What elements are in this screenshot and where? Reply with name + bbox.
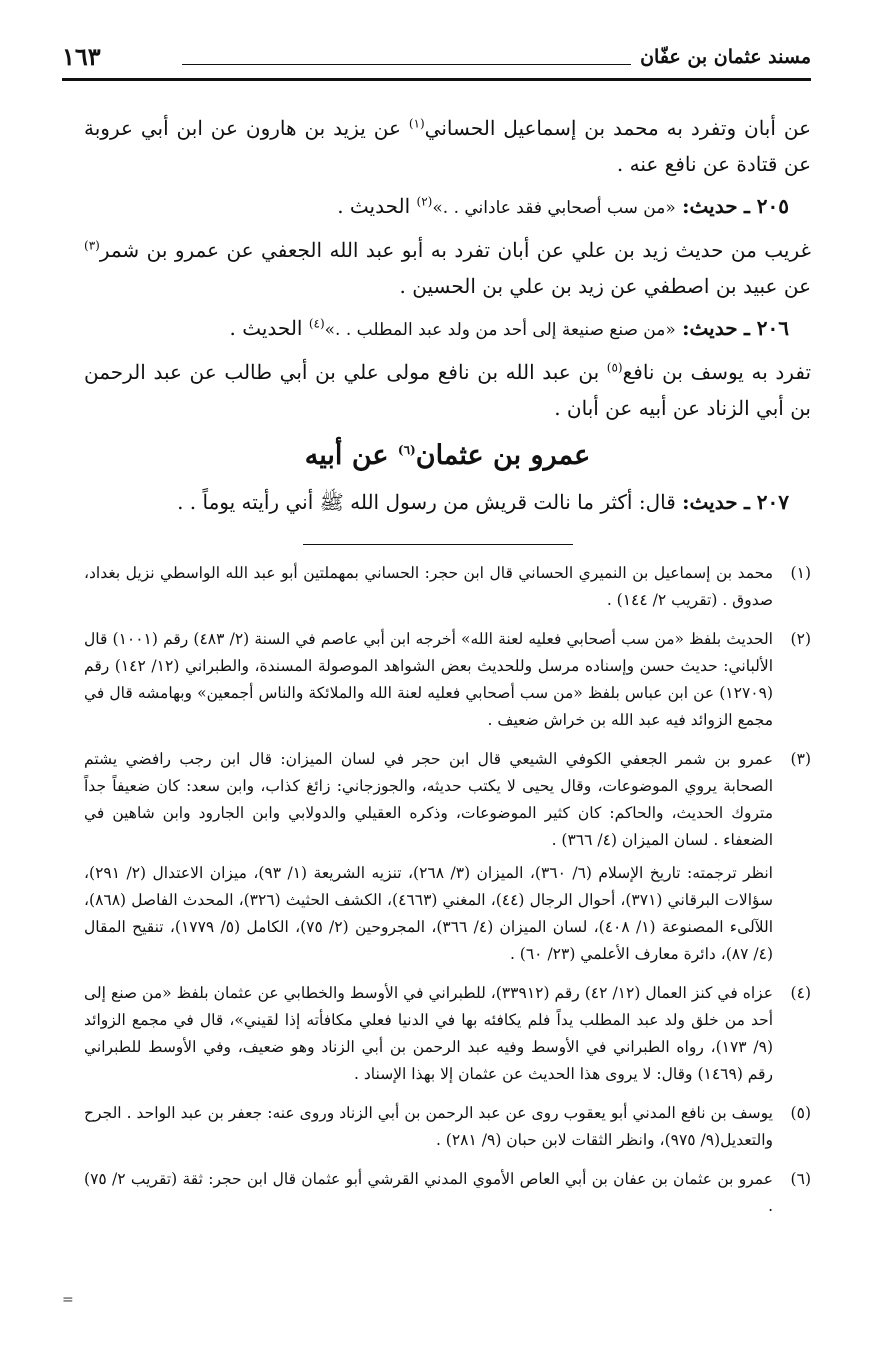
footnote-number: (٥) (790, 1104, 811, 1122)
footnote-body (84, 626, 773, 740)
footnote-body (84, 560, 773, 620)
paragraph-text: تفرد به يوسف بن نافع (622, 360, 812, 384)
footnote-ref[interactable]: (٦) (397, 443, 416, 457)
hadith-205 (84, 188, 811, 226)
footnote (84, 1166, 811, 1226)
section-heading (84, 438, 811, 474)
paragraph-text: غريب من حديث زيد بن علي عن أبان تفرد به أبو عبد الله الجعفي عن عمرو بن شمر (99, 238, 811, 262)
footnote-ref[interactable]: (١) (408, 116, 425, 131)
running-title: مسند عثمان بن عفّان (640, 46, 811, 68)
footnote-body (84, 1100, 773, 1160)
hadith-number: ٢٠٦ ـ (743, 316, 789, 340)
hadith-label: حديث: (682, 316, 738, 340)
footnote-ref[interactable]: (٥) (606, 360, 623, 375)
hadith-text: قال: أكثر ما نالت قريش من رسول الله ﷺ أني رأيته يوماً . . (177, 490, 676, 514)
footnote-body (84, 746, 773, 974)
hadith-tail: الحديث . (229, 316, 303, 340)
footnote-body (84, 1166, 773, 1226)
paragraph (84, 354, 811, 426)
footnote-number: (٣) (790, 750, 811, 768)
footnote-body (84, 980, 773, 1094)
footnote (84, 560, 811, 620)
footnote-text: محمد بن إسماعيل بن النميري الحساني قال ابن حجر: الحساني بمهملتين أبو عبد الله الواسطي نزيل بغداد، صدوق . (تقريب ٢/ ١٤٤) . (84, 564, 773, 609)
footnote-ref[interactable]: (٤) (308, 316, 325, 331)
hadith-label: حديث: (682, 490, 738, 514)
footnote-text: انظر ترجمته: تاريخ الإسلام (٦/ ٣٦٠)، الميزان (٣/ ٢٦٨)، تنزيه الشريعة (١/ ٩٣)، ميزان الاعتدال (٢/ ٢٩١)، سؤالات البرقاني (٣٧١)، أحوال الرجال (٤٤)، المغني (٤٦٦٣)، الكشف الحثيث (٣٢٦)، المحدث الفاصل (٨٦٨)، اللآلىء المصنوعة (١/ ٤٠٨)، لسان الميزان (٤/ ٣٦٦)، المجروحين (٢/ ٧٥)، الكامل (٥/ ١٧٧٩)، تنقيح المقال (٤/ ٨٧)، دائرة معارف الأعلمي (٢٣/ ٦٠) . (84, 864, 774, 963)
footnote (84, 746, 811, 974)
footnote-text: عزاه في كنز العمال (١٢/ ٤٢) رقم (٣٣٩١٢)، للطبراني في الأوسط والخطابي عن عثمان بلفظ «من صنع إلى أحد من خلق ولد عبد المطلب يداً فلم يكافئه بها في الدنيا فعلي مكافأته إذا لقيني»، قال في مجمع الزوائد (٩/ ١٧٣)، رواه الطبراني في الأوسط وفيه عبد الرحمن بن أبي الزناد وهو ضعيف، وفي الأوسط للطبراني رقم (١٤٦٩) وقال: لا يروى هذا الحديث عن عثمان إلا بهذا الإسناد . (84, 984, 774, 1083)
paragraph-text: عن أبان وتفرد به محمد بن إسماعيل الحساني (424, 116, 812, 140)
paragraph-text: عن يزيد بن هارون عن ابن أبي عروبة عن قتادة عن نافع عنه . (84, 116, 811, 176)
margin-mark: = (62, 1292, 74, 1308)
paragraph (84, 232, 811, 304)
footnote (84, 626, 811, 740)
footnote (84, 1100, 811, 1160)
footnote-text: يوسف بن نافع المدني أبو يعقوب روى عن عبد الرحمن بن أبي الزناد وروى عنه: جعفر بن عبد الواحد . الجرح والتعديل(٩/ ٩٧٥)، وانظر الثقات لابن حبان (٩/ ٢٨١) . (84, 1104, 773, 1149)
footnote-ref[interactable]: (٣) (84, 238, 100, 253)
footnote-number: (١) (790, 564, 811, 582)
footnote-text: عمرو بن شمر الجعفي الكوفي الشيعي قال ابن حجر في لسان الميزان: قال ابن رجب رافضي يشتم الصحابة يروي الموضوعات، وقال يحيى لا يكتب حديثه، والجوزجاني: زائغ كذاب، وابن سعد: كان ضعيفاً جداً متروك الحديث، والحاكم: كان كثير الموضوعات، وذكره العقيلي والدولابي وابن الجارود وابن شاهين في الضعفاء . لسان الميزان (٤/ ٣٦٦) . (84, 750, 773, 849)
page-number: ١٦٣ (62, 42, 101, 71)
footnote-text: عمرو بن عثمان بن عفان بن أبي العاص الأموي المدني القرشي أبو عثمان قال ابن حجر: ثقة (تقريب ٢/ ٧٥) . (84, 1170, 773, 1215)
heading-text: عمرو بن عثمان (415, 440, 591, 471)
footnotes (84, 560, 811, 1232)
hadith-quote: «من سب أصحابي فقد عاداني . .» (432, 198, 676, 218)
paragraph-text: عن عبيد بن اصطفي عن زيد بن علي بن الحسين . (399, 274, 811, 298)
footnote-separator (303, 544, 573, 545)
footnote-number: (٦) (790, 1170, 811, 1188)
main-text (84, 110, 811, 526)
footnote-number: (٤) (790, 984, 811, 1002)
heading-text: عن أبيه (304, 440, 389, 471)
paragraph (84, 110, 811, 182)
footnote-number: (٢) (790, 630, 811, 648)
footnote (84, 980, 811, 1094)
paragraph-text: بن عبد الله بن نافع مولى علي بن أبي طالب عن عبد الرحمن بن أبي الزناد عن أبيه عن أبان . (84, 360, 811, 420)
hadith-number: ٢٠٥ ـ (743, 194, 789, 218)
hadith-quote: «من صنع صنيعة إلى أحد من ولد عبد المطلب . .» (324, 320, 676, 340)
hadith-label: حديث: (682, 194, 738, 218)
footnote-text: الحديث بلفظ «من سب أصحابي فعليه لعنة الله» أخرجه ابن أبي عاصم في السنة (٢/ ٤٨٣) رقم (١٠٠١) قال الألباني: حديث حسن وإسناده مرسل وللحديث بعض الشواهد الموصولة المسندة، والطبراني (١٢/ ١٤٢) رقم (١٢٧٠٩) عن ابن عباس بلفظ «من سب أصحابي فعليه لعنة الله والملائكة والناس أجمعين» وبهامشه قال في مجمع الزوائد فيه عبد الله بن خراش ضعيف . (84, 630, 774, 729)
hadith-tail: الحديث . (337, 194, 411, 218)
footnote-ref[interactable]: (٢) (416, 194, 433, 209)
hadith-number: ٢٠٧ ـ (743, 490, 789, 514)
hadith-207 (84, 484, 811, 520)
hadith-206 (84, 310, 811, 348)
header-rule (182, 64, 631, 65)
running-head (62, 38, 811, 81)
